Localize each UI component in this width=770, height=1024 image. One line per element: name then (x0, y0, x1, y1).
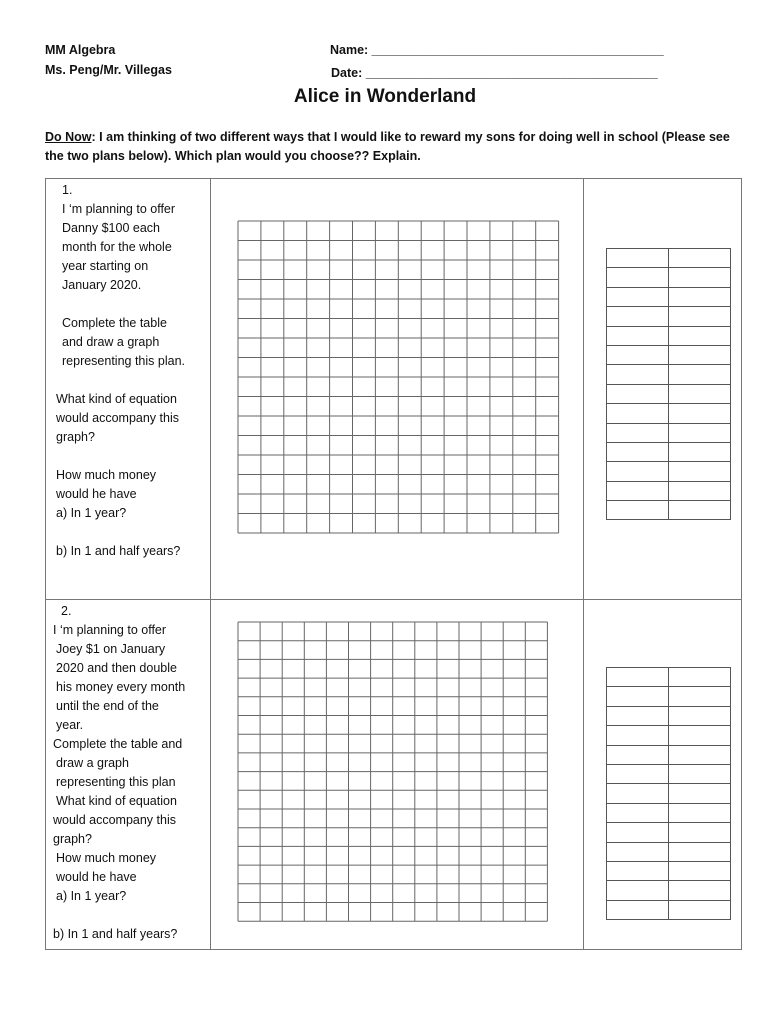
table-cell[interactable] (607, 307, 669, 326)
table-cell[interactable] (607, 326, 669, 345)
table-row (607, 481, 731, 500)
table-cell[interactable] (607, 745, 669, 764)
prompt-line: Complete the table and (53, 737, 183, 751)
table-cell[interactable] (607, 287, 669, 306)
plan-2-value-table[interactable] (606, 667, 731, 920)
table-row (607, 706, 731, 725)
table-row (607, 365, 731, 384)
table-row (607, 784, 731, 803)
table-cell[interactable] (669, 784, 731, 803)
table-row (607, 462, 731, 481)
prompt-line (53, 906, 185, 925)
prompt-line: would accompany this (53, 813, 176, 827)
teacher-names: Ms. Peng/Mr. Villegas (45, 63, 172, 77)
prompt-line: year. (56, 718, 84, 732)
table-cell[interactable] (669, 442, 731, 461)
table-cell[interactable] (607, 249, 669, 268)
prompt-line: How much money (56, 851, 157, 865)
table-cell[interactable] (669, 842, 731, 861)
table-row (607, 803, 731, 822)
table-cell[interactable] (669, 861, 731, 880)
table-row (607, 668, 731, 687)
table-cell[interactable] (607, 268, 669, 287)
prompt-line: What kind of equation (56, 392, 177, 406)
table-cell[interactable] (669, 881, 731, 900)
plan-1-value-table[interactable] (606, 248, 731, 520)
prompt-line: 2020 and then double (56, 661, 177, 675)
column-divider-left (210, 178, 211, 950)
table-row (607, 823, 731, 842)
prompt-line: graph? (53, 832, 92, 846)
table-cell[interactable] (669, 268, 731, 287)
table-row (607, 249, 731, 268)
table-cell[interactable] (607, 900, 669, 919)
table-cell[interactable] (607, 881, 669, 900)
table-cell[interactable] (607, 706, 669, 725)
row-divider (45, 599, 742, 600)
prompt-line: month for the whole (62, 240, 172, 254)
page-title: Alice in Wonderland (293, 86, 477, 107)
table-cell[interactable] (607, 687, 669, 706)
prompt-line: would accompany this (56, 411, 179, 425)
table-row (607, 745, 731, 764)
table-row (607, 687, 731, 706)
table-cell[interactable] (607, 481, 669, 500)
table-cell[interactable] (669, 745, 731, 764)
table-cell[interactable] (669, 423, 731, 442)
prompt-line (56, 371, 185, 390)
do-now-label: Do Now (45, 130, 92, 144)
prompt-line: 1. (62, 183, 73, 197)
prompt-line: a) In 1 year? (56, 889, 127, 903)
table-cell[interactable] (607, 345, 669, 364)
do-now-prompt (45, 128, 745, 166)
table-cell[interactable] (669, 706, 731, 725)
date-field-label: Date: __________________________________________ (331, 66, 658, 80)
table-cell[interactable] (669, 462, 731, 481)
table-row (607, 268, 731, 287)
table-cell[interactable] (669, 764, 731, 783)
table-row (607, 881, 731, 900)
table-row (607, 501, 731, 520)
prompt-line: would he have (56, 870, 137, 884)
table-cell[interactable] (669, 900, 731, 919)
table-cell[interactable] (607, 726, 669, 745)
do-now-text: : I am thinking of two different ways that I would like to reward my sons for doing well in school (Please see the two plans below). Which plan would you choose?? Explain. (45, 130, 730, 163)
table-cell[interactable] (607, 462, 669, 481)
table-row (607, 404, 731, 423)
table-cell[interactable] (669, 687, 731, 706)
table-cell[interactable] (669, 803, 731, 822)
table-cell[interactable] (607, 501, 669, 520)
table-cell[interactable] (607, 423, 669, 442)
table-cell[interactable] (607, 823, 669, 842)
prompt-line: I ‘m planning to offer (53, 623, 167, 637)
plan-2-graph-grid[interactable] (237, 621, 549, 923)
table-cell[interactable] (669, 345, 731, 364)
table-cell[interactable] (607, 404, 669, 423)
prompt-line: b) In 1 and half years? (53, 927, 178, 941)
table-row (607, 345, 731, 364)
prompt-line: and draw a graph (62, 335, 160, 349)
prompt-line (56, 295, 185, 314)
prompt-line (56, 447, 185, 466)
table-cell[interactable] (669, 307, 731, 326)
plan-1-graph-grid[interactable] (237, 220, 561, 536)
table-cell[interactable] (669, 249, 731, 268)
table-cell[interactable] (607, 668, 669, 687)
table-cell[interactable] (607, 764, 669, 783)
prompt-line: Complete the table (62, 316, 167, 330)
table-row (607, 764, 731, 783)
table-row (607, 307, 731, 326)
prompt-line: year starting on (62, 259, 149, 273)
table-cell[interactable] (607, 442, 669, 461)
table-row (607, 442, 731, 461)
table-cell[interactable] (669, 384, 731, 403)
table-row (607, 423, 731, 442)
prompt-line: until the end of the (56, 699, 159, 713)
prompt-line: representing this plan. (62, 354, 185, 368)
table-cell[interactable] (669, 481, 731, 500)
table-cell[interactable] (669, 404, 731, 423)
table-row (607, 326, 731, 345)
prompt-line: What kind of equation (56, 794, 177, 808)
table-row (607, 726, 731, 745)
table-cell[interactable] (669, 726, 731, 745)
table-row (607, 861, 731, 880)
plan-1-prompt (56, 181, 185, 561)
prompt-line: I ‘m planning to offer (62, 202, 176, 216)
table-cell[interactable] (607, 784, 669, 803)
prompt-line: January 2020. (62, 278, 142, 292)
table-cell[interactable] (669, 365, 731, 384)
table-cell[interactable] (607, 803, 669, 822)
prompt-line: his money every month (56, 680, 186, 694)
table-cell[interactable] (607, 842, 669, 861)
table-cell[interactable] (669, 326, 731, 345)
table-row (607, 842, 731, 861)
table-cell[interactable] (607, 861, 669, 880)
column-divider-right (583, 178, 584, 950)
prompt-line: Joey $1 on January (56, 642, 166, 656)
prompt-line: 2. (61, 604, 72, 618)
table-cell[interactable] (669, 823, 731, 842)
table-row (607, 384, 731, 403)
table-cell[interactable] (607, 384, 669, 403)
prompt-line: would he have (56, 487, 137, 501)
table-cell[interactable] (607, 365, 669, 384)
prompt-line: How much money (56, 468, 157, 482)
table-row (607, 287, 731, 306)
prompt-line: Danny $100 each (62, 221, 160, 235)
prompt-line: graph? (56, 430, 95, 444)
table-cell[interactable] (669, 668, 731, 687)
table-cell[interactable] (669, 287, 731, 306)
name-field-label: Name: __________________________________________ (330, 43, 664, 57)
prompt-line: b) In 1 and half years? (56, 544, 181, 558)
prompt-line: a) In 1 year? (56, 506, 127, 520)
table-row (607, 900, 731, 919)
plan-2-prompt (53, 602, 185, 944)
prompt-line (56, 523, 185, 542)
prompt-line: draw a graph (56, 756, 129, 770)
prompt-line: representing this plan (56, 775, 176, 789)
course-name: MM Algebra (45, 43, 116, 57)
table-cell[interactable] (669, 501, 731, 520)
